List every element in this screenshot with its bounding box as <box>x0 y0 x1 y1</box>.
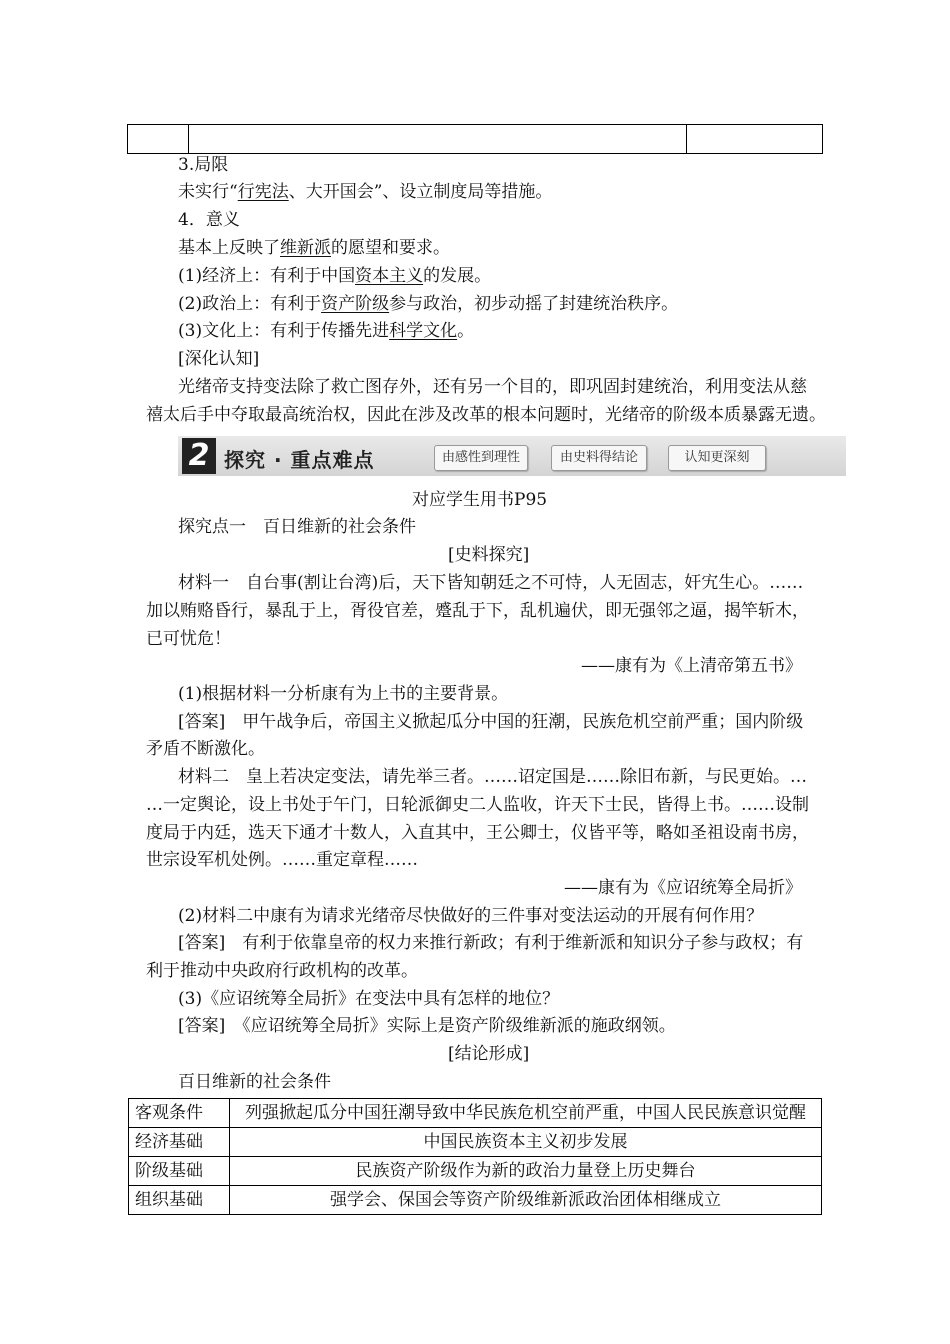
paragraph: 材料二 皇上若决定变法，请先举三者。……诏定国是……除旧布新，与民更始。… <box>178 767 807 787</box>
table-cell: 经济基础 <box>129 1128 230 1157</box>
page-reference: 对应学生用书P95 <box>412 490 548 510</box>
label: [史料探究] <box>448 545 530 565</box>
question: (3)《应诏统筹全局折》在变法中具有怎样的地位？ <box>178 989 560 1009</box>
paragraph: 光绪帝支持变法除了救亡图存外，还有另一个目的，即巩固封建统治，利用变法从慈 <box>178 377 807 397</box>
citation: ——康有为《应诏统筹全局折》 <box>564 878 802 898</box>
table-cell: 组织基础 <box>129 1186 230 1215</box>
table-row <box>129 1099 822 1128</box>
paragraph: …一定舆论，设上书处于午门，日轮派御史二人监收，许天下士民，皆得上书。……设制 <box>146 795 809 815</box>
label: [深化认知] <box>178 349 260 369</box>
section-banner <box>178 436 846 476</box>
table-cell: 民族资产阶级作为新的政治力量登上历史舞台 <box>230 1157 822 1186</box>
paragraph: 已可忧危！ <box>146 629 231 649</box>
answer: [答案] 《应诏统筹全局折》实际上是资产阶级维新派的施政纲领。 <box>178 1016 676 1036</box>
table-cell: 客观条件 <box>129 1099 230 1128</box>
banner-tag: 由史料得结论 <box>551 445 647 471</box>
list-item: (2)政治上：有利于资产阶级参与政治，初步动摇了封建统治秩序。 <box>178 294 679 314</box>
banner-tag: 认知更深刻 <box>668 445 766 471</box>
conditions-table <box>128 1098 822 1215</box>
answer: [答案] 甲午战争后，帝国主义掀起瓜分中国的狂潮，民族危机空前严重；国内阶级 <box>178 712 804 732</box>
table-cell: 列强掀起瓜分中国狂潮导致中华民族危机空前严重，中国人民民族意识觉醒 <box>230 1099 822 1128</box>
paragraph: 基本上反映了维新派的愿望和要求。 <box>178 238 450 258</box>
section-heading: 4．意义 <box>178 210 240 230</box>
table-divider <box>188 125 189 153</box>
question: (2)材料二中康有为请求光绪帝尽快做好的三件事对变法运动的开展有何作用？ <box>178 906 764 926</box>
top-table-fragment <box>127 124 823 154</box>
subsection-heading: 探究点一 百日维新的社会条件 <box>178 517 416 537</box>
answer: [答案] 有利于依靠皇帝的权力来推行新政；有利于维新派和知识分子参与政权；有 <box>178 933 804 953</box>
answer: 矛盾不断激化。 <box>146 739 265 759</box>
section-number-badge: 2 <box>182 438 216 474</box>
table-divider <box>686 125 687 153</box>
answer: 利于推动中央政府行政机构的改革。 <box>146 961 418 981</box>
paragraph: 未实行“行宪法、大开国会”、设立制度局等措施。 <box>178 182 553 202</box>
paragraph: 世宗设军机处例。……重定章程…… <box>146 850 418 870</box>
banner-tag: 由感性到理性 <box>434 445 528 471</box>
table-row <box>129 1128 822 1157</box>
question: (1)根据材料一分析康有为上书的主要背景。 <box>178 684 509 704</box>
label: [结论形成] <box>448 1044 530 1064</box>
table-row <box>129 1186 822 1215</box>
table-cell: 阶级基础 <box>129 1157 230 1186</box>
citation: ——康有为《上清帝第五书》 <box>581 656 802 676</box>
list-item: (3)文化上：有利于传播先进科学文化。 <box>178 321 475 341</box>
paragraph: 材料一 自台事(割让台湾)后，天下皆知朝廷之不可恃，人无固志，奸宄生心。…… <box>178 573 804 593</box>
paragraph: 加以贿赂昏行，暴乱于上，胥役官差，蹙乱于下，乱机遍伏，即无强邻之逼，揭竿斩木， <box>146 601 809 621</box>
section-heading: 3.局限 <box>178 155 229 175</box>
banner-title: 探究 · 重点难点 <box>224 448 375 472</box>
table-title: 百日维新的社会条件 <box>178 1072 331 1092</box>
table-cell: 强学会、保国会等资产阶级维新派政治团体相继成立 <box>230 1186 822 1215</box>
paragraph: 度局于内廷，选天下通才十数人，入直其中，王公卿士，仪皆平等，略如圣祖设南书房， <box>146 823 809 843</box>
list-item: (1)经济上：有利于中国资本主义的发展。 <box>178 266 492 286</box>
table-row <box>129 1157 822 1186</box>
paragraph: 禧太后手中夺取最高统治权，因此在涉及改革的根本问题时，光绪帝的阶级本质暴露无遗。 <box>146 405 826 425</box>
table-cell: 中国民族资本主义初步发展 <box>230 1128 822 1157</box>
